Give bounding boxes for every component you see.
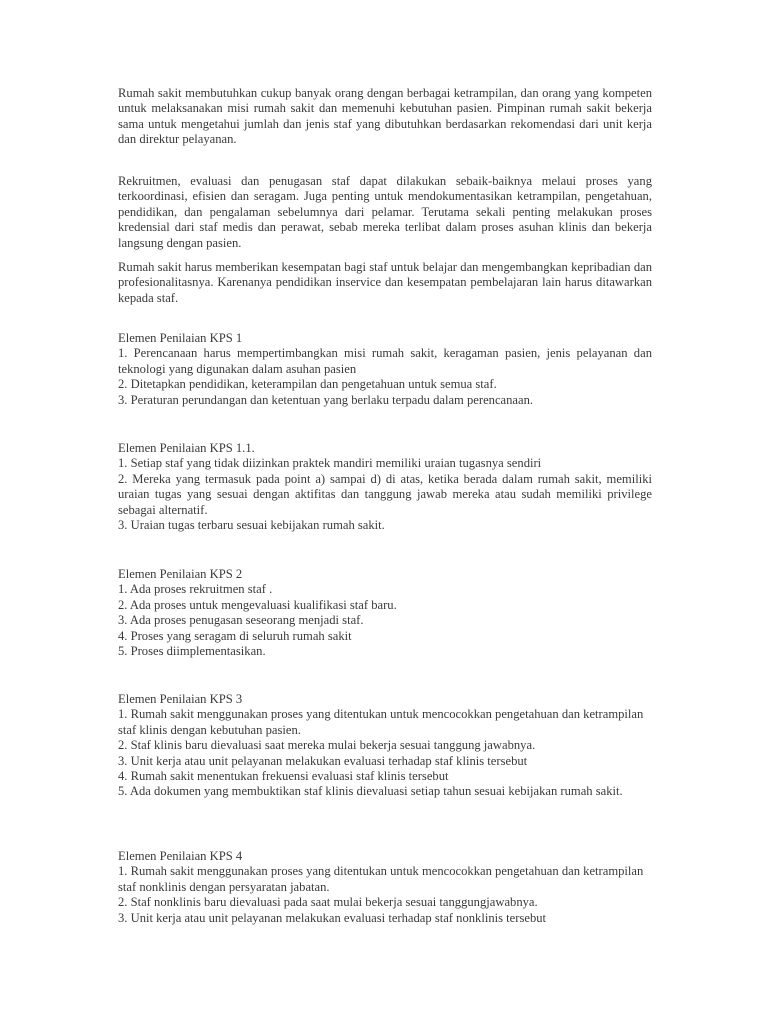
section-kps-2	[118, 567, 652, 659]
list-item: 1. Setiap staf yang tidak diizinkan praktek mandiri memiliki uraian tugasnya sendiri	[118, 456, 542, 471]
list-item: 1. Rumah sakit menggunakan proses yang ditentukan untuk mencocokkan pengetahuan dan ketrampilan staf klinis dengan kebutuhan pasien.	[118, 707, 644, 737]
list-item: 3. Uraian tugas terbaru sesuai kebijakan rumah sakit.	[118, 518, 385, 533]
list-item: 4. Rumah sakit menentukan frekuensi evaluasi staf klinis tersebut	[118, 769, 449, 784]
intro-paragraph-3: Rumah sakit harus memberikan kesempatan bagi staf untuk belajar dan mengembangkan kepribadian dan profesionalitasnya. Karenanya pendidikan inservice dan kesempatan pembelajaran lain harus ditawarkan kepada staf.	[118, 260, 652, 305]
list-item: 2. Staf nonklinis baru dievaluasi pada saat mulai bekerja sesuai tanggungjawabnya.	[118, 895, 538, 910]
list-item: 1. Perencanaan harus mempertimbangkan misi rumah sakit, keragaman pasien, jenis pelayanan dan teknologi yang digunakan dalam asuhan pasien	[118, 346, 652, 376]
section-kps-4	[118, 849, 652, 926]
section-title: Elemen Penilaian KPS 2	[118, 567, 243, 581]
intro-paragraph-2: Rekruitmen, evaluasi dan penugasan staf dapat dilakukan sebaik-baiknya melaui proses yang terkoordinasi, efisien dan seragam. Juga penting untuk mendokumentasikan ketrampilan, pengetahuan, pendidikan, dan pengalaman sebelumnya dari pelamar. Terutama sekali penting melakukan proses kredensial dari staf medis dan perawat, sebab mereka terlibat dalam proses asuhan klinis dan bekerja langsung dengan pasien.	[118, 174, 652, 250]
list-item: 2. Ada proses untuk mengevaluasi kualifikasi staf baru.	[118, 597, 397, 612]
list-item: 3. Ada proses penugasan seseorang menjadi staf.	[118, 613, 364, 628]
section-kps-3	[118, 692, 652, 800]
section-title: Elemen Penilaian KPS 3	[118, 692, 243, 706]
section-title: Elemen Penilaian KPS 1	[118, 331, 243, 345]
list-item: 1. Ada proses rekruitmen staf .	[118, 582, 273, 597]
list-item: 5. Ada dokumen yang membuktikan staf klinis dievaluasi setiap tahun sesuai kebijakan rumah sakit.	[118, 784, 623, 799]
section-kps-1	[118, 331, 652, 408]
list-item: 3. Unit kerja atau unit pelayanan melakukan evaluasi terhadap staf klinis tersebut	[118, 753, 528, 768]
list-item: 3. Unit kerja atau unit pelayanan melakukan evaluasi terhadap staf nonklinis tersebut	[118, 910, 547, 925]
list-item: 2. Staf klinis baru dievaluasi saat mereka mulai bekerja sesuai tanggung jawabnya.	[118, 738, 536, 753]
list-item: 2. Mereka yang termasuk pada point a) sampai d) di atas, ketika berada dalam rumah sakit, memiliki uraian tugas yang sesuai dengan aktifitas dan tanggung jawab mereka atau sudah memiliki privilege sebagai alternatif.	[118, 471, 652, 517]
list-item: 2. Ditetapkan pendidikan, keterampilan dan pengetahuan untuk semua staf.	[118, 377, 497, 392]
section-kps-1-1	[118, 441, 652, 533]
section-title: Elemen Penilaian KPS 1.1.	[118, 441, 255, 455]
section-title: Elemen Penilaian KPS 4	[118, 849, 243, 863]
intro-paragraph-1: Rumah sakit membutuhkan cukup banyak orang dengan berbagai ketrampilan, dan orang yang kompeten untuk melaksanakan misi rumah sakit dan memenuhi kebutuhan pasien. Pimpinan rumah sakit bekerja sama untuk mengetahui jumlah dan jenis staf yang dibutuhkan berdasarkan rekomendasi dari unit kerja dan direktur pelayanan.	[118, 86, 652, 147]
list-item: 4. Proses yang seragam di seluruh rumah sakit	[118, 628, 352, 643]
list-item: 1. Rumah sakit menggunakan proses yang ditentukan untuk mencocokkan pengetahuan dan ketrampilan staf nonklinis dengan persyaratan jabatan.	[118, 864, 644, 894]
list-item: 3. Peraturan perundangan dan ketentuan yang berlaku terpadu dalam perencanaan.	[118, 392, 534, 407]
list-item: 5. Proses diimplementasikan.	[118, 644, 266, 659]
